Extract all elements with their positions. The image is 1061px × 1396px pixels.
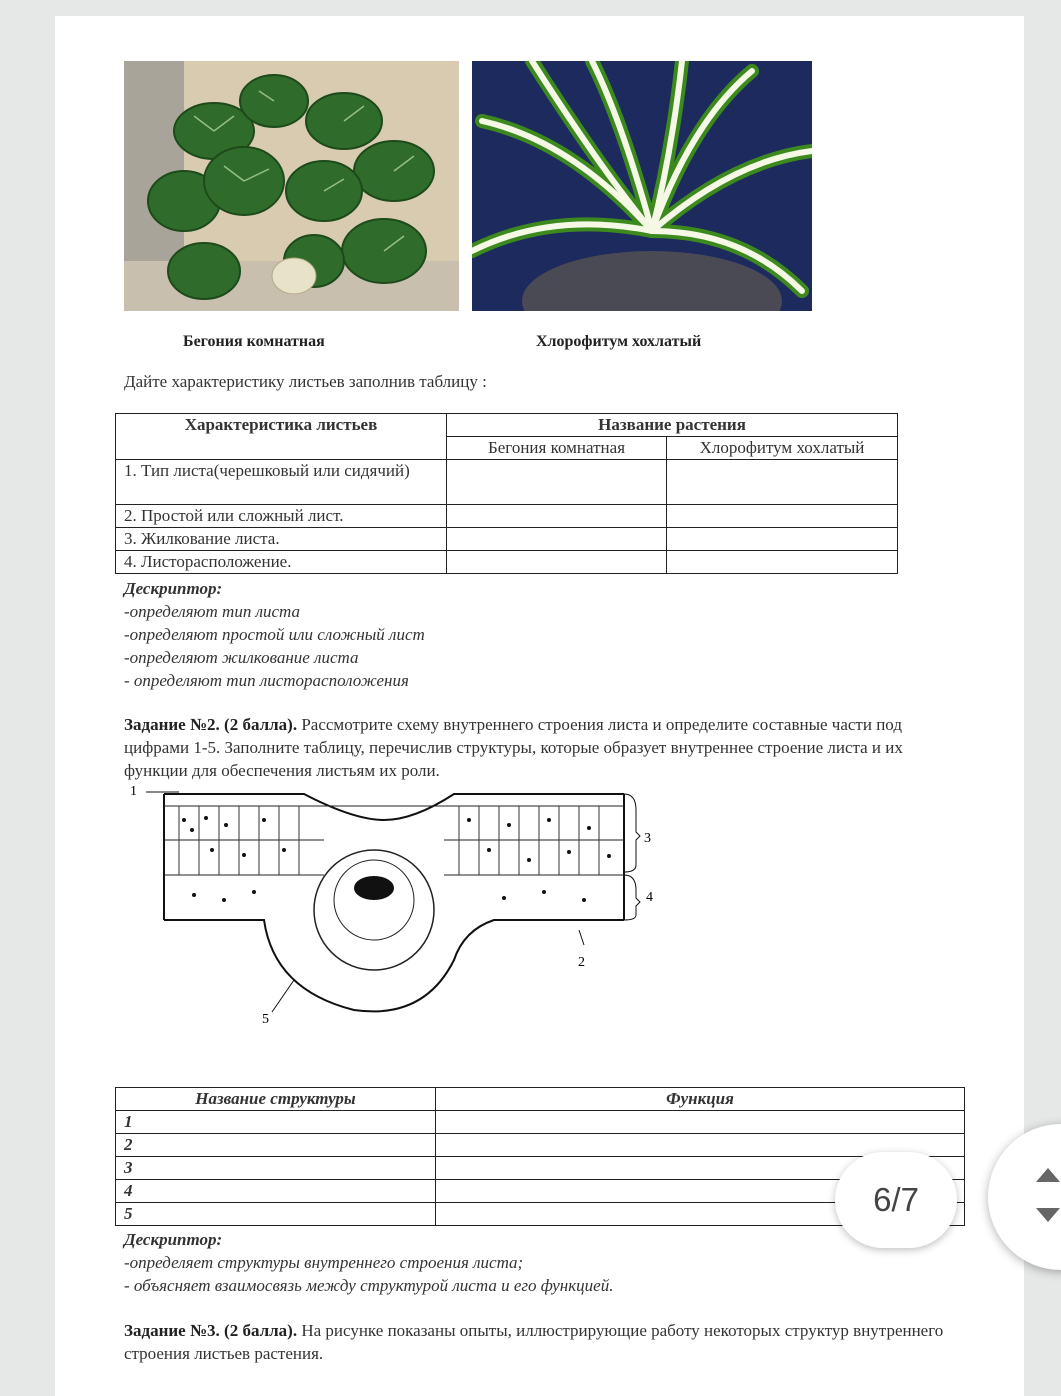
- table-row: [116, 1111, 965, 1134]
- table1-cell[interactable]: [667, 505, 898, 528]
- task2-text: [124, 713, 954, 782]
- table1-cell[interactable]: [667, 528, 898, 551]
- descriptor1: [124, 577, 425, 692]
- descriptor1-item: -определяют простой или сложный лист: [124, 625, 425, 644]
- task3-body: На рисунке показаны опыты, иллюстрирующие работу некоторых структур внутреннего строения листьев растения.: [124, 1321, 944, 1363]
- table1-subheader-chlorophytum: Хлорофитум хохлатый: [667, 437, 898, 460]
- diagram-label-5: 5: [262, 1012, 269, 1027]
- descriptor2-item: - объясняет взаимосвязь между структурой листа и его функцией.: [124, 1276, 614, 1295]
- table1-cell[interactable]: [447, 460, 667, 505]
- leaf-characteristics-table: [115, 413, 898, 574]
- descriptor1-item: -определяют тип листа: [124, 602, 301, 621]
- table-row: [116, 460, 898, 505]
- table2-row-number: 5: [116, 1203, 436, 1226]
- task2-body: Рассмотрите схему внутреннего строения листа и определите составные части под цифрами 1-5. Заполните таблицу, перечислив структуры, которые образует внутреннее строение листа и их функции для обеспечения листьям их роли.: [124, 715, 903, 780]
- begonia-caption: Бегония комнатная: [183, 333, 325, 350]
- table-row: [116, 505, 898, 528]
- table1-cell[interactable]: [447, 505, 667, 528]
- table1-col1-header: Характеристика листьев: [116, 414, 447, 460]
- table1-row-label: 3. Жилкование листа.: [116, 528, 447, 551]
- task3-label: Задание №3. (2 балла).: [124, 1321, 298, 1340]
- table1-row-label: 1. Тип листа(черешковый или сидячий): [116, 460, 447, 505]
- chlorophytum-caption: Хлорофитум хохлатый: [536, 333, 702, 350]
- table2-row-number: 4: [116, 1180, 436, 1203]
- table1-cell[interactable]: [667, 551, 898, 574]
- diagram-label-3: 3: [644, 831, 651, 846]
- task2-label: Задание №2. (2 балла).: [124, 715, 298, 734]
- table1-cell[interactable]: [447, 528, 667, 551]
- table2-header-structure: Название структуры: [116, 1088, 436, 1111]
- table2-header-function: Функция: [436, 1088, 965, 1111]
- intro-text: Дайте характеристику листьев заполнив таблицу :: [124, 372, 487, 391]
- table-row: [116, 528, 898, 551]
- descriptor2: [124, 1228, 613, 1297]
- begonia-photo: [124, 61, 459, 311]
- table2-cell[interactable]: [436, 1111, 965, 1134]
- table-row: [116, 1134, 965, 1157]
- table1-group-header: Название растения: [447, 414, 898, 437]
- task3-text: [124, 1319, 954, 1365]
- table1-subheader-begonia: Бегония комнатная: [447, 437, 667, 460]
- leaf-cross-section-diagram: [124, 780, 664, 1040]
- table1-row-label: 2. Простой или сложный лист.: [116, 505, 447, 528]
- chlorophytum-photo: [472, 61, 812, 311]
- descriptor2-item: -определяет структуры внутреннего строения листа;: [124, 1253, 524, 1272]
- descriptor2-title: Дескриптор:: [124, 1230, 223, 1249]
- table2-row-number: 1: [116, 1111, 436, 1134]
- page-indicator: 6/7: [835, 1152, 957, 1248]
- diagram-label-2: 2: [578, 955, 585, 970]
- table1-cell[interactable]: [447, 551, 667, 574]
- table2-row-number: 3: [116, 1157, 436, 1180]
- arrow-down-icon[interactable]: [1036, 1208, 1060, 1222]
- descriptor1-title: Дескриптор:: [124, 579, 223, 598]
- descriptor1-item: -определяют жилкование листа: [124, 648, 359, 667]
- table-row: [116, 551, 898, 574]
- descriptor1-item: - определяют тип листорасположения: [124, 671, 409, 690]
- diagram-label-4: 4: [646, 890, 653, 905]
- arrow-up-icon[interactable]: [1036, 1168, 1060, 1182]
- table2-row-number: 2: [116, 1134, 436, 1157]
- diagram-label-1: 1: [130, 784, 137, 799]
- table1-cell[interactable]: [667, 460, 898, 505]
- table-row: [116, 1157, 965, 1180]
- table1-row-label: 4. Листорасположение.: [116, 551, 447, 574]
